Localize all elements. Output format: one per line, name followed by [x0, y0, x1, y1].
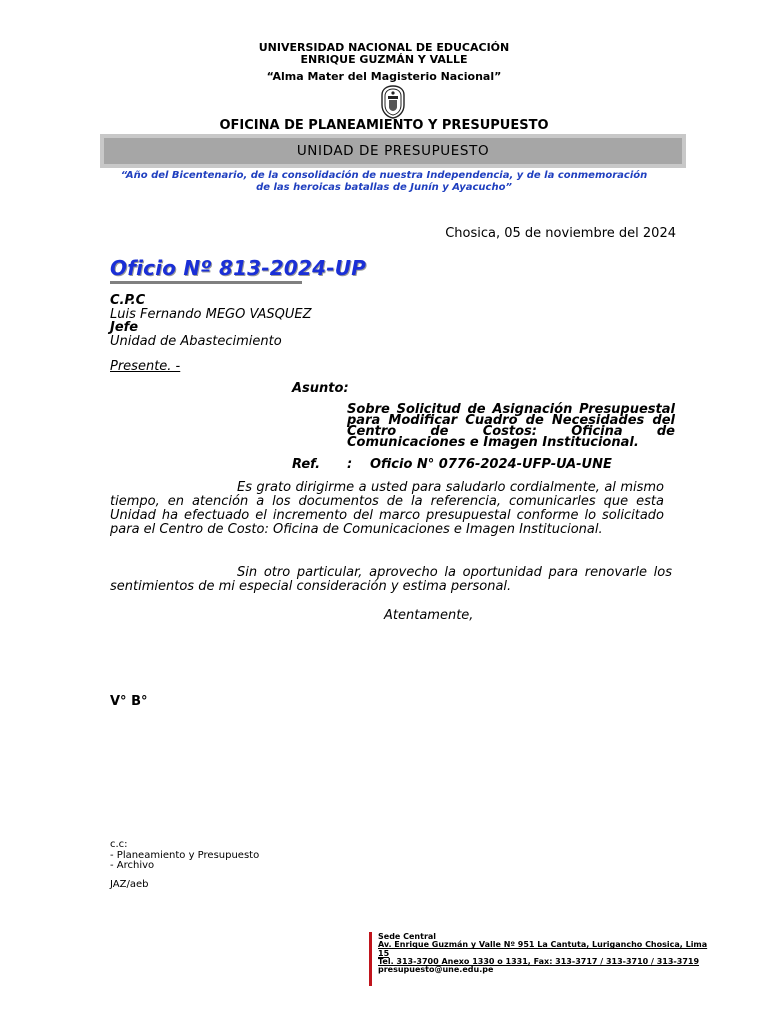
footer-email: presupuesto@une.edu.pe: [378, 965, 494, 975]
footer-title: Sede Central: [378, 932, 437, 941]
year-slogan-line-1: “Año del Bicentenario, de la consolidación de nuestra Independencia, y de la conmemoración: [120, 170, 648, 181]
oficio-underline: [110, 281, 302, 284]
closing: Atentamente,: [384, 608, 474, 623]
oficio-title: Oficio Nº 813-2024-UP: [110, 256, 367, 280]
cc-label: c.c:: [110, 839, 128, 850]
year-slogan: [0, 170, 768, 194]
body-paragraph-1-text: Es grato dirigirme a usted para saludarlo cordialmente, al mismo tiempo, en atención a los documentos de la referencia, comunicarles que esta Unidad ha efectuado el incremento del marco presupuestal conforme lo solicitado para el Centro de Costo: Oficina de Comunicaciones e Imagen Institucional.: [110, 480, 664, 537]
footer-phone: Tel. 313-3700 Anexo 1330 o 1331, Fax: 313-3717 / 313-3710 / 313-3719: [378, 956, 700, 966]
asunto-text: Sobre Solicitud de Asignación Presupuestal para Modificar Cuadro de Necesidades del Centro de Costos: Oficina de Comunicaciones e Imagen Institucional.: [347, 402, 675, 450]
footer-accent-bar: [369, 932, 372, 986]
asunto-label: Asunto:: [292, 381, 349, 396]
body-paragraph-1: [110, 481, 664, 537]
ref-separator: :: [347, 457, 353, 472]
university-name: [0, 42, 768, 66]
body-paragraph-2-text: Sin otro particular, aprovecho la oportunidad para renovarle los sentimientos de mi especial consideración y estima personal.: [110, 565, 672, 594]
ref-label: Ref.: [292, 457, 321, 472]
recipient-block: [110, 294, 312, 348]
reference-line: [292, 457, 612, 472]
cc-block: [110, 840, 259, 872]
ref-value: Oficio N° 0776-2024-UFP-UA-UNE: [370, 457, 612, 472]
university-line-2: ENRIQUE GUZMÁN Y VALLE: [300, 53, 468, 66]
footer-contact: [378, 933, 708, 974]
office-title: OFICINA DE PLANEAMIENTO Y PRESUPUESTO: [219, 118, 549, 133]
unit-title: UNIDAD DE PRESUPUESTO: [104, 138, 682, 164]
approval-mark: V° B°: [110, 694, 148, 709]
document-date: Chosica, 05 de noviembre del 2024: [445, 226, 676, 241]
university-seal-icon: [379, 85, 407, 119]
footer-address: Av. Enrique Guzmán y Valle Nº 951 La Cantuta, Lurigancho Chosica, Lima 15: [378, 940, 708, 958]
recipient-role: Jefe: [110, 320, 139, 335]
year-slogan-line-2: de las heroicas batallas de Junín y Ayacucho”: [256, 182, 512, 193]
university-motto: “Alma Mater del Magisterio Nacional”: [266, 70, 502, 83]
recipient-title: C.P.C: [110, 293, 146, 308]
body-paragraph-2: [110, 566, 672, 594]
cc-item: - Planeamiento y Presupuesto: [110, 849, 260, 861]
university-line-1: UNIVERSIDAD NACIONAL DE EDUCACIÓN: [258, 41, 510, 54]
initials: JAZ/aeb: [110, 879, 149, 890]
cc-item: - Archivo: [110, 860, 155, 871]
recipient-name: Luis Fernando MEGO VASQUEZ: [110, 306, 312, 322]
presente: Presente. -: [110, 359, 181, 374]
unit-banner: [100, 134, 686, 168]
recipient-unit: Unidad de Abastecimiento: [110, 333, 282, 349]
